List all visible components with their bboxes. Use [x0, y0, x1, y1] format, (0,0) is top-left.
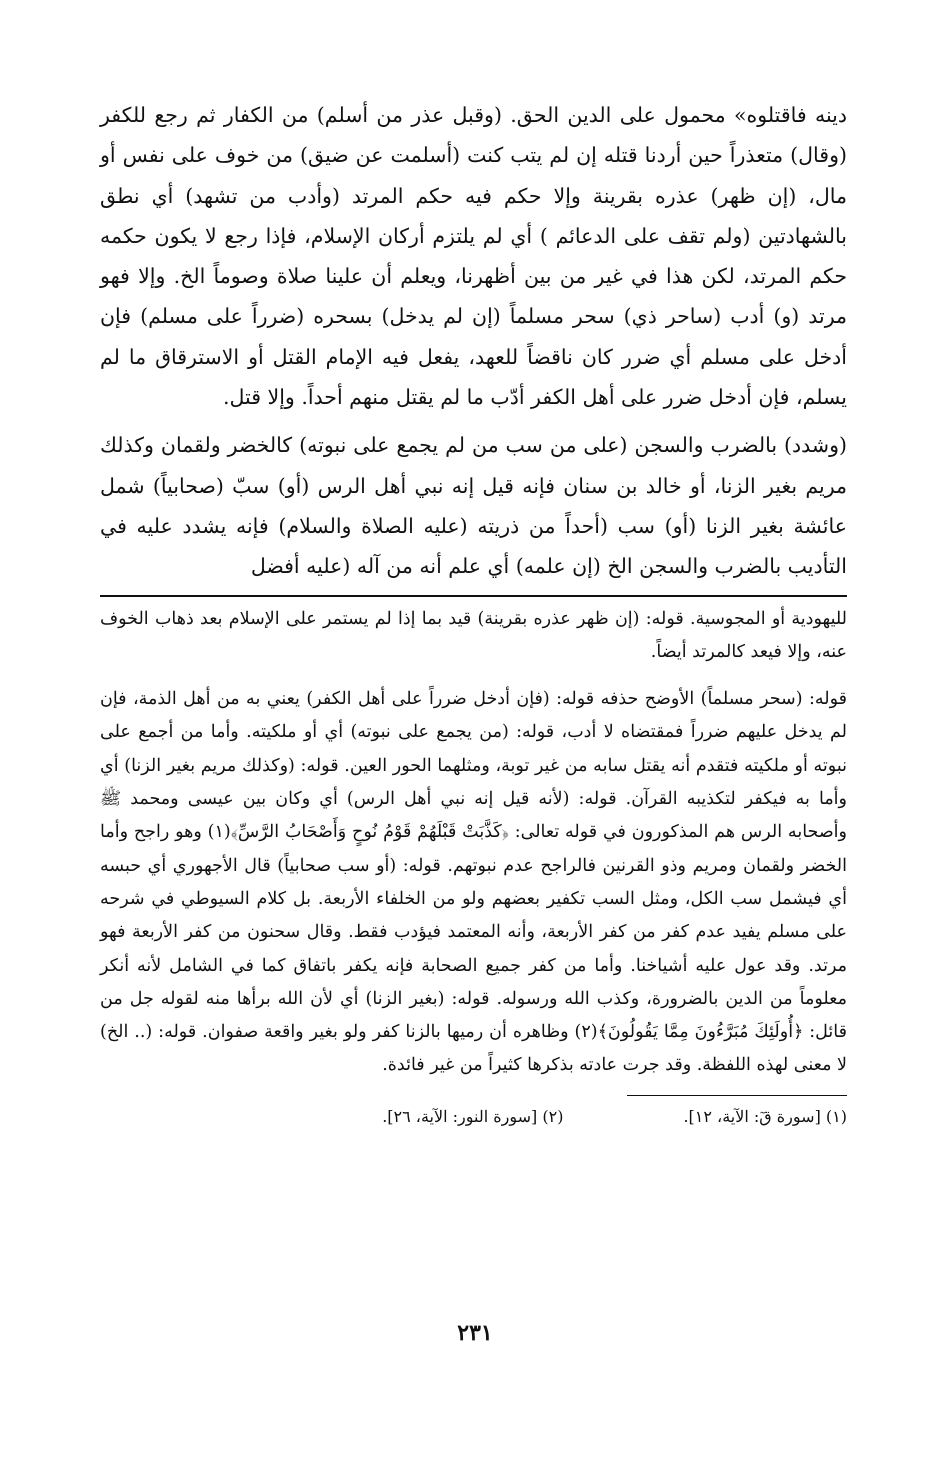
commentary-text: [100, 603, 847, 1083]
footnote-1: (١) [سورة قٓ: الآية، ١٢].: [683, 1106, 847, 1126]
footnote-2: (٢) [سورة النور: الآية، ٢٦].: [382, 1106, 564, 1126]
separator-rule: [100, 595, 847, 597]
footnote-rule: [627, 1095, 847, 1096]
footnotes: [100, 1102, 847, 1132]
main-paragraph-2: (وشدد) بالضرب والسجن (على من سب من لم يجمع على نبوته) كالخضر ولقمان وكذلك مريم بغير الزنا، أو خالد بن سنان فإنه قيل إنه نبي أهل الرس (أو) سبّ (صحابياً) شمل عائشة بغير الزنا (أو) سب (أحداً من ذريته (عليه الصلاة والسلام) فإنه يشدد عليه في التأديب بالضرب والسجن الخ (إن علمه) أي علم أنه من آله (عليه أفضل: [100, 433, 847, 579]
main-paragraph-1: دينه فاقتلوه» محمول على الدين الحق. (وقبل عذر من أسلم) من الكفار ثم رجع للكفر (وقال) متعذراً حين أردنا قتله إن لم يتب كنت (أسلمت عن ضيق) من خوف على نفس أو مال، (إن ظهر) عذره بقرينة وإلا حكم فيه حكم المرتد (وأدب من تشهد) أي نطق بالشهادتين (ولم تقف على الدعائم ) أي لم يلتزم أركان الإسلام، فإذا رجع لا يكون حكمه حكم المرتد، لكن هذا في غير من بين أظهرنا، ويعلم أن علينا صلاة وصوماً الخ. وإلا فهو مرتد (و) أدب (ساحر ذي) سحر مسلماً (إن لم يدخل) بسحره (ضرراً على مسلم) فإن أدخل على مسلم أي ضرر كان ناقضاً للعهد، يفعل فيه الإمام القتل أو الاسترقاق ما لم يسلم، فإن أدخل ضرر على أهل الكفر أدّب ما لم يقتل منهم أحداً. وإلا قتل.: [100, 103, 847, 410]
page-number: ٢٣١: [457, 1320, 493, 1346]
main-text: [100, 95, 847, 587]
page-body: [100, 95, 847, 1132]
commentary-paragraph-2: قوله: (سحر مسلماً) الأوضح حذفه قوله: (فإن أدخل ضرراً على أهل الكفر) يعني به من أهل الذمة، فإن لم يدخل عليهم ضرراً فمقتضاه لا أدب، قوله: (من يجمع على نبوته) أي أو ملكيته. وأما من أجمع على نبوته أو ملكيته فتقدم أنه يقتل سابه من غير توبة، ومثلهما الحور العين. قوله: (وكذلك مريم بغير الزنا) أي وأما به فيكفر لتكذيبه القرآن. قوله: (لأنه قيل إنه نبي أهل الرس) أي وكان بين عيسى ومحمد ﷺ وأصحابه الرس هم المذكورون في قوله تعالى: ﴿كَذَّبَتْ قَبْلَهُمْ قَوْمُ نُوحٍ وَأَصْحَابُ الرَّسِّ﴾(١) وهو راجح وأما الخضر ولقمان ومريم وذو القرنين فالراجح عدم نبوتهم. قوله: (أو سب صحابياً) قال الأجهوري أي حبسه أي فيشمل سب الكل، ومثل السب تكفير بعضهم ولو من الخلفاء الأربعة. بل كلام السيوطي في شرحه على مسلم يفيد عدم كفر من كفر الأربعة، وأنه المعتمد فيؤدب فقط. وقال سحنون من كفر الأربعة فهو مرتد. وقد عول عليه أشياخنا. وأما من كفر جميع الصحابة فإنه يكفر باتفاق كما في الشامل لأنه أنكر معلوماً من الدين بالضرورة، وكذب الله ورسوله. قوله: (بغير الزنا) أي لأن الله برأها منه لقوله جل من قائل: ﴿أُولَئِكَ مُبَرَّءُونَ مِمَّا يَقُولُونَ﴾(٢) وظاهره أن رميها بالزنا كفر ولو بغير واقعة صفوان. قوله: (.. الخ) لا معنى لهذه اللفظة. وقد جرت عادته بذكرها كثيراً من غير فائدة.: [100, 689, 847, 1076]
commentary-paragraph-1: لليهودية أو المجوسية. قوله: (إن ظهر عذره بقرينة) قيد بما إذا لم يستمر على الإسلام بعد ذهاب الخوف عنه، وإلا فيعد كالمرتد أيضاً.: [100, 608, 847, 662]
